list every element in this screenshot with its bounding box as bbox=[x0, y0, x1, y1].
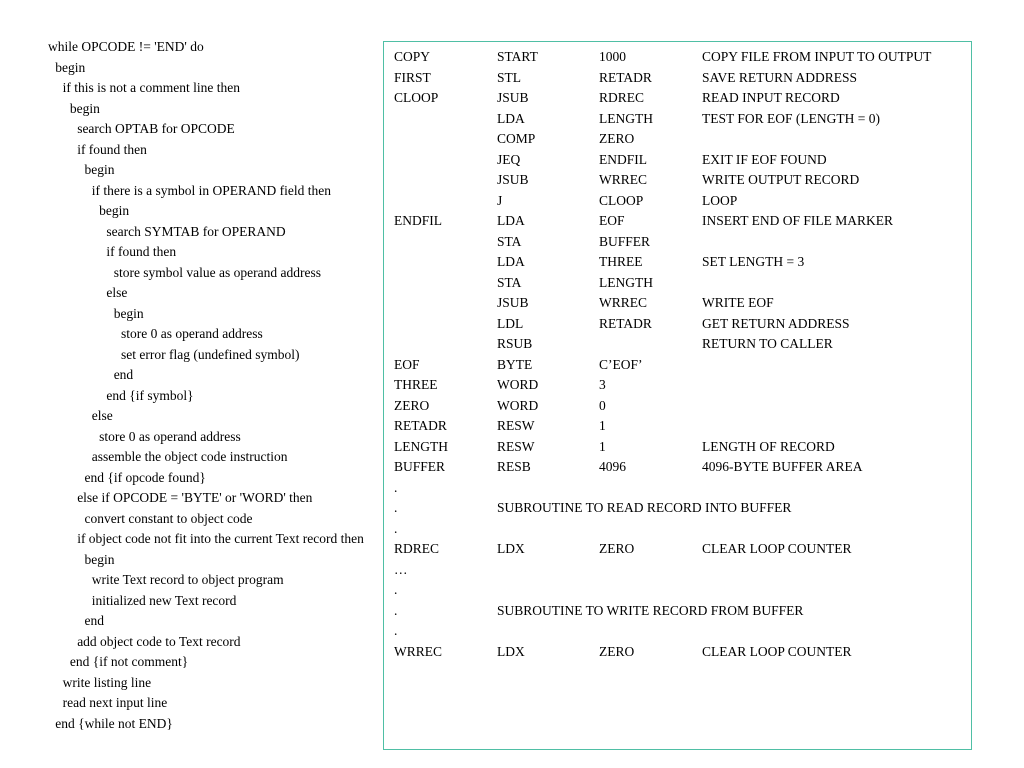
program-row bbox=[384, 601, 971, 621]
label-cell: RETADR bbox=[394, 418, 447, 433]
operand-cell: EOF bbox=[599, 213, 625, 228]
operand-cell: RETADR bbox=[599, 69, 652, 85]
opcode-cell: RESB bbox=[497, 459, 531, 474]
algorithm-line: store 0 as operand address bbox=[99, 428, 241, 444]
algorithm-line: search OPTAB for OPCODE bbox=[77, 121, 235, 136]
operand-cell: 1 bbox=[599, 438, 606, 454]
comment-cell: CLEAR LOOP COUNTER bbox=[702, 643, 852, 659]
algorithm-line: begin bbox=[84, 551, 115, 567]
label-cell: FIRST bbox=[394, 69, 431, 85]
opcode-cell: LDX bbox=[497, 541, 525, 556]
label-cell: LENGTH bbox=[394, 438, 448, 454]
operand-cell: WRREC bbox=[599, 295, 648, 310]
program-row bbox=[384, 88, 971, 108]
program-row bbox=[384, 150, 971, 170]
operand-cell: C’EOF’ bbox=[599, 356, 643, 372]
operand-cell: 1000 bbox=[599, 49, 626, 64]
algorithm-line: begin bbox=[69, 100, 100, 116]
operand-cell: 1 bbox=[599, 418, 606, 433]
label-cell: . bbox=[394, 500, 398, 515]
opcode-cell: LDL bbox=[497, 315, 524, 331]
operand-cell: ZERO bbox=[599, 643, 635, 659]
comment-cell: COPY FILE FROM INPUT TO OUTPUT bbox=[702, 49, 932, 64]
comment-cell: GET RETURN ADDRESS bbox=[702, 315, 850, 331]
algorithm-line: if object code not fit into the current Text record then bbox=[77, 531, 364, 546]
operand-cell: LENGTH bbox=[599, 274, 653, 290]
opcode-cell: JSUB bbox=[497, 295, 529, 310]
comment-cell: LENGTH OF RECORD bbox=[702, 438, 835, 454]
opcode-cell: JSUB bbox=[497, 172, 529, 187]
label-cell: . bbox=[394, 602, 398, 618]
opcode-cell: JEQ bbox=[497, 151, 521, 167]
algorithm-line: set error flag (undefined symbol) bbox=[121, 346, 300, 362]
opcode-cell: J bbox=[497, 192, 503, 208]
label-cell: ZERO bbox=[394, 397, 430, 413]
algorithm-line: add object code to Text record bbox=[77, 633, 241, 649]
label-cell: EOF bbox=[394, 356, 420, 372]
operand-cell: CLOOP bbox=[599, 192, 644, 208]
opcode-cell: LDA bbox=[497, 254, 525, 269]
comment-cell: INSERT END OF FILE MARKER bbox=[702, 213, 893, 228]
algorithm-line: end bbox=[84, 613, 104, 628]
program-row bbox=[384, 273, 971, 293]
program-row bbox=[384, 396, 971, 416]
algorithm-line: write Text record to object program bbox=[91, 572, 284, 587]
label-cell: ENDFIL bbox=[394, 213, 442, 228]
comment-cell: SET LENGTH = 3 bbox=[702, 254, 805, 269]
algorithm-line: read next input line bbox=[62, 695, 168, 710]
comment-cell: SAVE RETURN ADDRESS bbox=[702, 69, 858, 85]
program-row bbox=[384, 437, 971, 457]
algorithm-line: if found then bbox=[106, 244, 177, 259]
program-row bbox=[384, 129, 971, 149]
comment-cell: WRITE OUTPUT RECORD bbox=[702, 172, 860, 187]
program-row bbox=[384, 416, 971, 436]
opcode-cell: START bbox=[497, 49, 538, 64]
opcode-cell: LDA bbox=[497, 110, 525, 126]
program-row bbox=[384, 621, 971, 641]
program-row bbox=[384, 334, 971, 354]
comment-cell: CLEAR LOOP COUNTER bbox=[702, 541, 852, 556]
algorithm-line: initialized new Text record bbox=[91, 592, 237, 608]
opcode-cell: COMP bbox=[497, 131, 536, 146]
opcode-cell: LDA bbox=[497, 213, 525, 228]
comment-span-cell: SUBROUTINE TO READ RECORD INTO BUFFER bbox=[497, 500, 792, 515]
opcode-cell: WORD bbox=[497, 397, 539, 413]
program-row bbox=[384, 47, 971, 67]
opcode-cell: WORD bbox=[497, 377, 539, 392]
program-row bbox=[384, 642, 971, 662]
program-row bbox=[384, 314, 971, 334]
operand-cell: WRREC bbox=[599, 172, 648, 187]
opcode-cell: LDX bbox=[497, 643, 525, 659]
program-row bbox=[384, 478, 971, 498]
program-row bbox=[384, 539, 971, 559]
program-row bbox=[384, 375, 971, 395]
label-cell: WRREC bbox=[394, 643, 443, 659]
algorithm-line: else if OPCODE = 'BYTE' or 'WORD' then bbox=[77, 490, 313, 505]
opcode-cell: STA bbox=[497, 274, 522, 290]
algorithm-line: assemble the object code instruction bbox=[91, 449, 288, 464]
comment-cell: READ INPUT RECORD bbox=[702, 90, 840, 105]
operand-cell: ENDFIL bbox=[599, 151, 647, 167]
program-row bbox=[384, 170, 971, 190]
algorithm-line: else bbox=[106, 285, 128, 300]
algorithm-line: search SYMTAB for OPERAND bbox=[106, 223, 286, 239]
opcode-cell: RESW bbox=[497, 438, 535, 454]
algorithm-line: begin bbox=[55, 59, 86, 75]
program-row bbox=[384, 232, 971, 252]
label-cell: THREE bbox=[394, 377, 438, 392]
algorithm-line: while OPCODE != 'END' do bbox=[48, 39, 204, 54]
comment-span-cell: SUBROUTINE TO WRITE RECORD FROM BUFFER bbox=[497, 602, 804, 618]
label-cell: … bbox=[394, 561, 408, 577]
source-program-listing bbox=[383, 41, 972, 750]
comment-cell: WRITE EOF bbox=[702, 295, 774, 310]
opcode-cell: RSUB bbox=[497, 336, 533, 351]
operand-cell: RETADR bbox=[599, 315, 652, 331]
program-row bbox=[384, 293, 971, 313]
label-cell: . bbox=[394, 520, 398, 536]
label-cell: . bbox=[394, 623, 398, 638]
program-row bbox=[384, 457, 971, 477]
algorithm-line: else bbox=[91, 408, 113, 423]
comment-cell: TEST FOR EOF (LENGTH = 0) bbox=[702, 110, 880, 126]
operand-cell: 3 bbox=[599, 377, 606, 392]
comment-cell: EXIT IF EOF FOUND bbox=[702, 151, 827, 167]
algorithm-line: write listing line bbox=[62, 674, 152, 690]
algorithm-line: begin bbox=[113, 305, 144, 321]
operand-cell: LENGTH bbox=[599, 110, 653, 126]
algorithm-line: end {while not END} bbox=[55, 715, 173, 731]
program-row bbox=[384, 498, 971, 518]
opcode-cell: STL bbox=[497, 69, 522, 85]
opcode-cell: STA bbox=[497, 233, 522, 249]
program-row bbox=[384, 68, 971, 88]
comment-cell: LOOP bbox=[702, 192, 738, 208]
operand-cell: ZERO bbox=[599, 541, 635, 556]
label-cell: CLOOP bbox=[394, 90, 439, 105]
program-row bbox=[384, 560, 971, 580]
program-row bbox=[384, 191, 971, 211]
program-row bbox=[384, 519, 971, 539]
algorithm-line: convert constant to object code bbox=[84, 510, 253, 526]
program-row bbox=[384, 580, 971, 600]
label-cell: . bbox=[394, 479, 398, 495]
opcode-cell: RESW bbox=[497, 418, 535, 433]
label-cell: BUFFER bbox=[394, 459, 446, 474]
label-cell: COPY bbox=[394, 49, 431, 64]
algorithm-line: if there is a symbol in OPERAND field then bbox=[91, 182, 332, 198]
program-row bbox=[384, 211, 971, 231]
opcode-cell: JSUB bbox=[497, 90, 529, 105]
algorithm-line: end {if not comment} bbox=[69, 654, 189, 669]
opcode-cell: BYTE bbox=[497, 356, 533, 372]
operand-cell: 4096 bbox=[599, 459, 626, 474]
program-row bbox=[384, 109, 971, 129]
operand-cell: BUFFER bbox=[599, 233, 651, 249]
operand-cell: THREE bbox=[599, 254, 643, 269]
algorithm-line: if found then bbox=[77, 141, 147, 157]
operand-cell: RDREC bbox=[599, 90, 645, 105]
algorithm-line: if this is not a comment line then bbox=[62, 80, 240, 95]
operand-cell: 0 bbox=[599, 397, 606, 413]
algorithm-line: end {if opcode found} bbox=[84, 469, 206, 485]
label-cell: . bbox=[394, 582, 398, 597]
algorithm-line: store symbol value as operand address bbox=[113, 264, 322, 280]
algorithm-line: store 0 as operand address bbox=[121, 326, 263, 341]
comment-cell: 4096-BYTE BUFFER AREA bbox=[702, 459, 863, 474]
label-cell: RDREC bbox=[394, 541, 440, 556]
comment-cell: RETURN TO CALLER bbox=[702, 336, 833, 351]
algorithm-line: begin bbox=[99, 203, 130, 218]
program-row bbox=[384, 355, 971, 375]
operand-cell: ZERO bbox=[599, 131, 635, 146]
algorithm-line: end {if symbol} bbox=[106, 387, 194, 403]
algorithm-line: end bbox=[113, 367, 134, 382]
algorithm-line: begin bbox=[84, 162, 115, 177]
program-row bbox=[384, 252, 971, 272]
